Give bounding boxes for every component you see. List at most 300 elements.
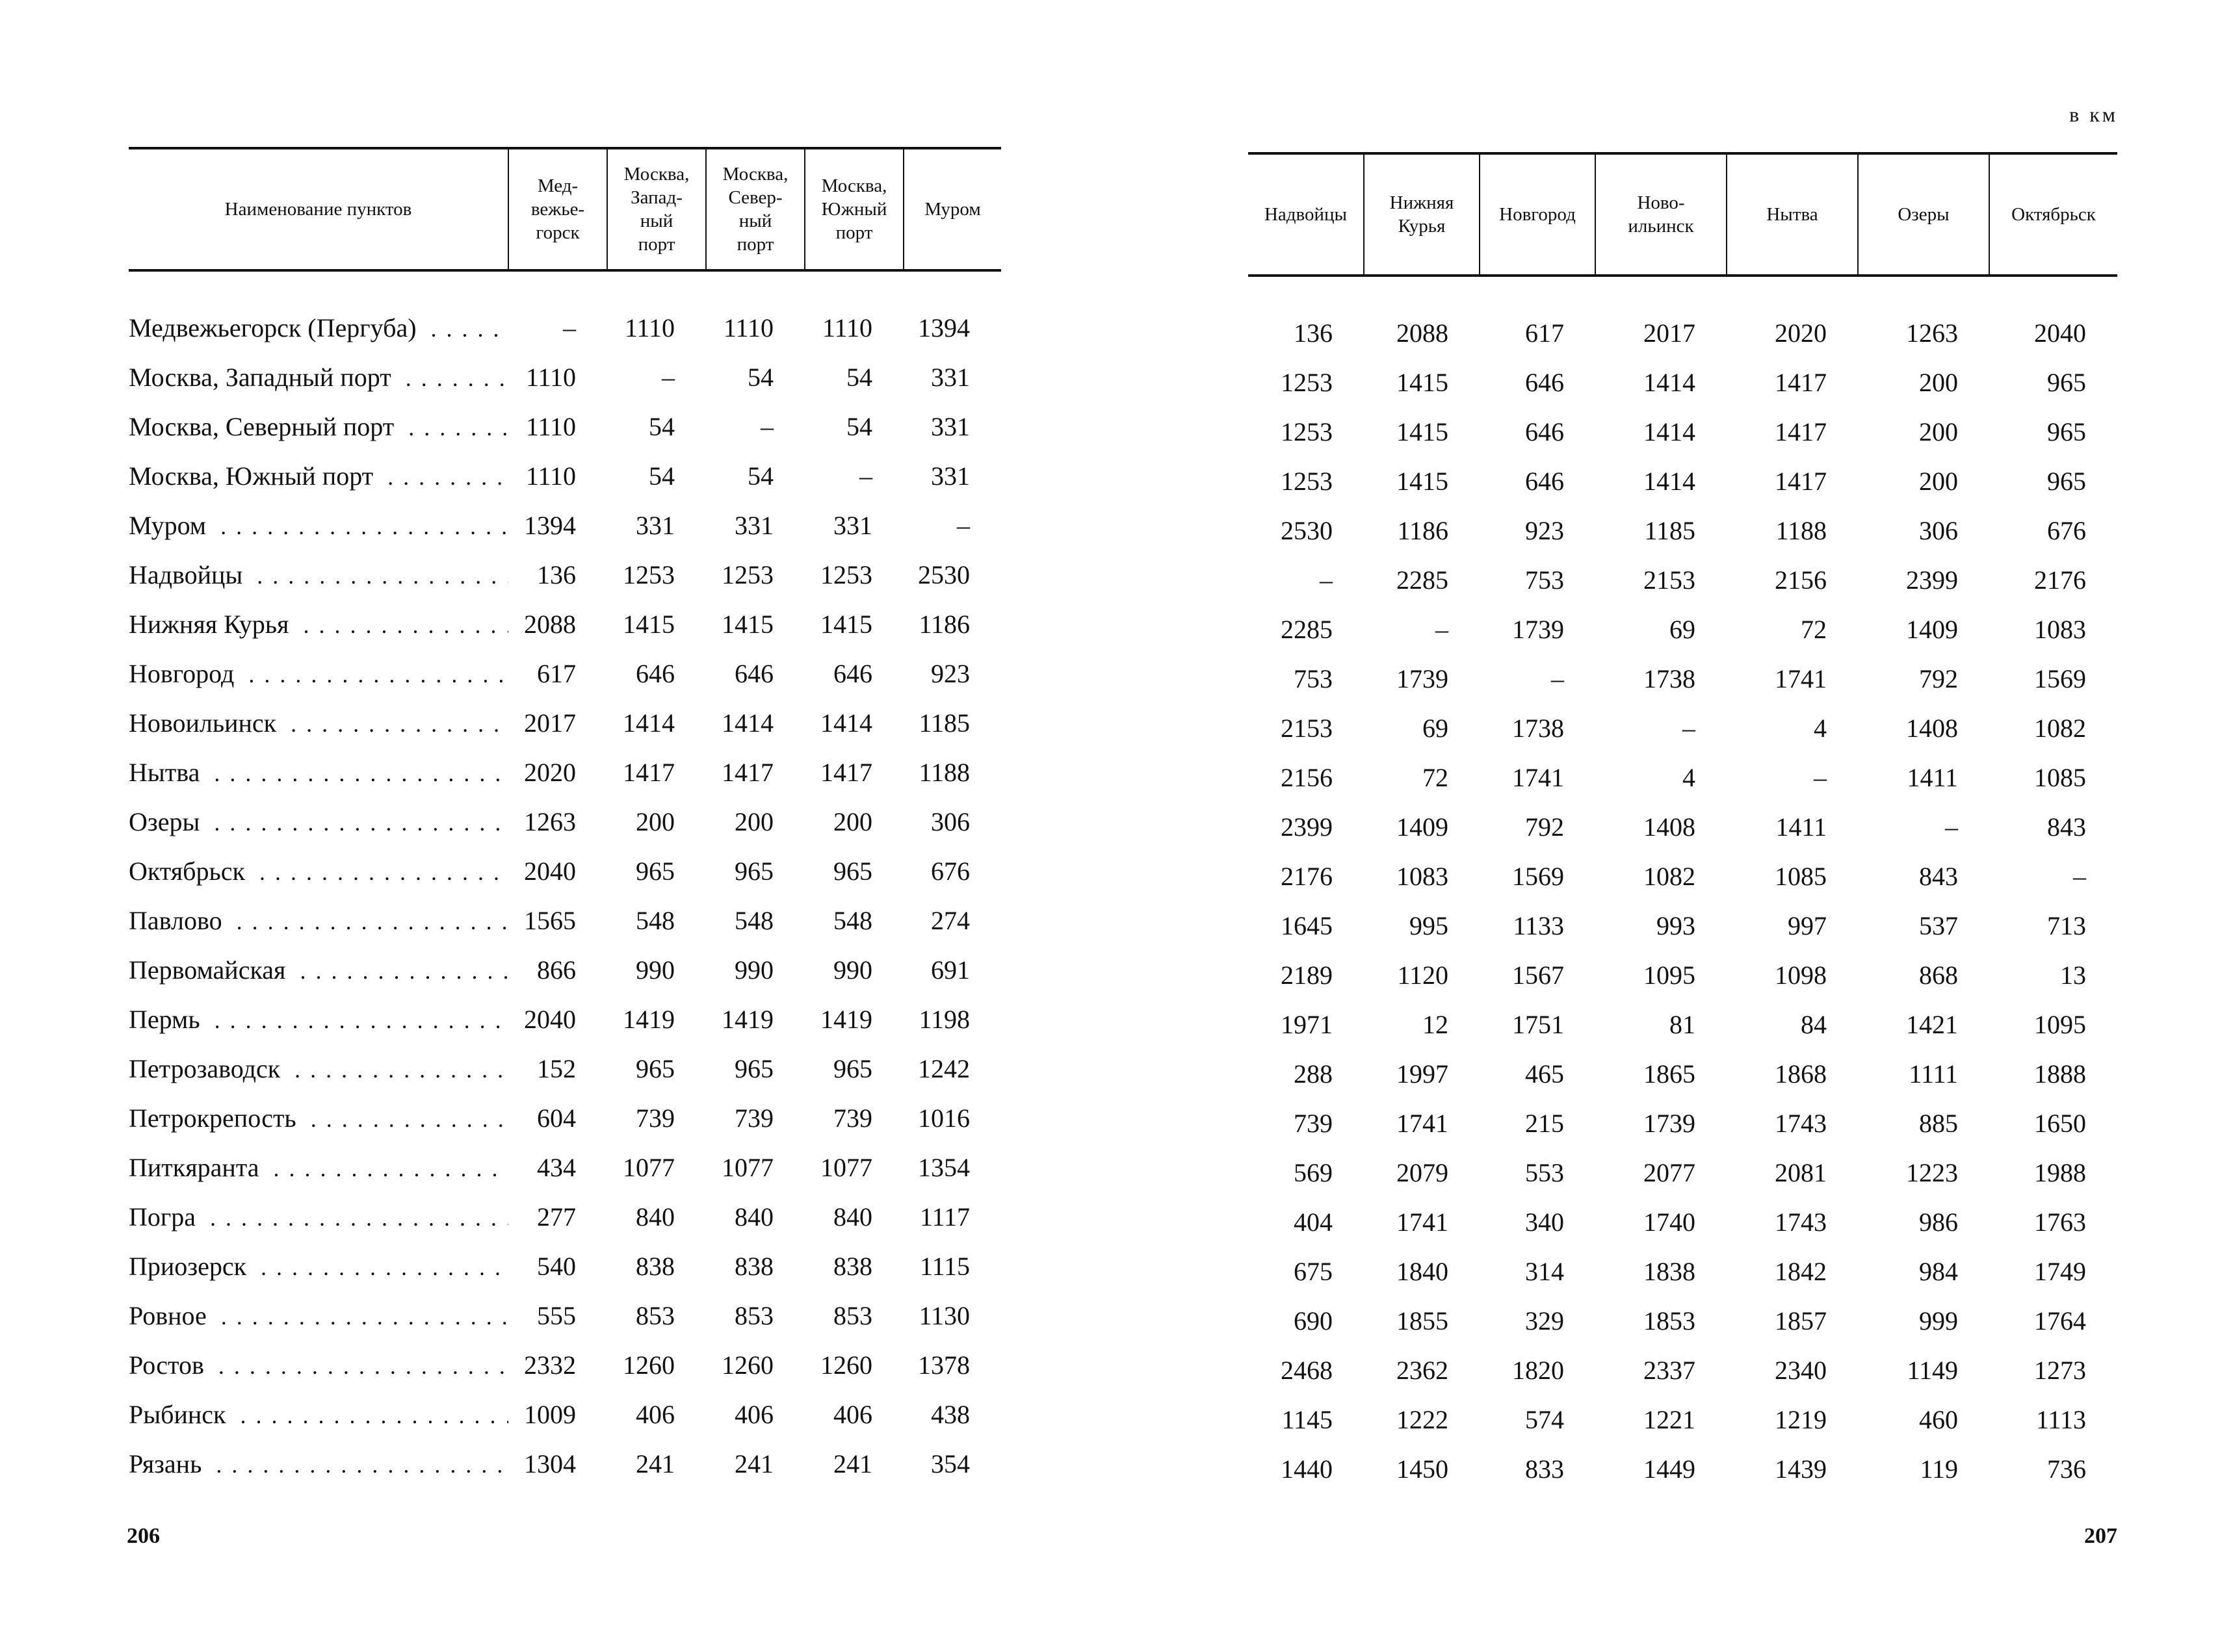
distance-cell: 555: [537, 1300, 576, 1330]
place-name: [129, 1241, 508, 1291]
distance-cell: 2285: [1281, 614, 1333, 644]
place-name: [129, 1093, 508, 1142]
distance-cell: 340: [1525, 1207, 1564, 1237]
distance-cell: 406: [735, 1399, 774, 1429]
place-name-label: Ровное: [129, 1301, 213, 1330]
table-row: [129, 1192, 1001, 1241]
distance-cell: 997: [1788, 910, 1827, 940]
distance-cell: 1394: [524, 510, 576, 540]
distance-cell: 200: [735, 807, 774, 836]
place-name-label: Москва, Северный порт: [129, 412, 400, 441]
distance-cell: 1111: [1909, 1059, 1958, 1089]
distance-cell: 1971: [1281, 1009, 1333, 1039]
distance-cell: 1149: [1907, 1355, 1958, 1385]
distance-cell: 713: [2047, 910, 2086, 940]
distance-cell: 604: [537, 1103, 576, 1133]
distance-cell: 1110: [525, 411, 576, 441]
distance-cell: 838: [735, 1251, 774, 1281]
distance-cell: 965: [636, 856, 675, 886]
distance-cell: 2153: [1643, 565, 1695, 595]
distance-cell: 548: [735, 905, 774, 935]
distance-cell: 200: [1919, 466, 1958, 496]
distance-cell: 1082: [2034, 713, 2086, 743]
distance-cell: 753: [1525, 565, 1564, 595]
distance-cell: 1098: [1775, 960, 1827, 990]
distance-cell: 923: [931, 658, 970, 688]
place-name: [129, 352, 508, 402]
distance-cell: 1304: [524, 1449, 576, 1478]
distance-cell: 965: [2047, 466, 2086, 496]
table-row: [129, 1439, 1001, 1488]
distance-cell: 2176: [2034, 565, 2086, 595]
table-row: [129, 649, 1001, 698]
table-row: [1248, 1444, 2117, 1493]
distance-cell: 739: [1294, 1108, 1333, 1138]
distance-cell: 2020: [524, 757, 576, 787]
distance-cell: 1273: [2034, 1355, 2086, 1385]
distance-cell: 676: [2047, 515, 2086, 545]
place-name: [129, 896, 508, 945]
distance-cell: 691: [931, 955, 970, 985]
table-row: [129, 797, 1001, 846]
distance-cell: 1082: [1643, 861, 1695, 891]
distance-cell: 646: [636, 658, 675, 688]
distance-cell: 69: [1422, 713, 1448, 743]
distance-cell: 1130: [919, 1300, 970, 1330]
distance-cell: 2088: [524, 609, 576, 639]
distance-cell: 1415: [722, 609, 774, 639]
place-name: [129, 846, 508, 896]
place-name: [129, 303, 508, 352]
distance-cell: 54: [649, 411, 675, 441]
distance-cell: 1083: [2034, 614, 2086, 644]
distance-cell: 1440: [1281, 1454, 1333, 1484]
table-row: [129, 1340, 1001, 1389]
distance-cell: 1253: [1281, 367, 1333, 397]
distance-cell: 331: [735, 510, 774, 540]
table-row: [1248, 1148, 2117, 1197]
distance-cell: 2399: [1281, 812, 1333, 842]
table-row: [1248, 357, 2117, 407]
distance-cell: 1764: [2034, 1306, 2086, 1336]
distance-cell: 1415: [1396, 367, 1448, 397]
table-row: [129, 451, 1001, 500]
distance-cell: 2362: [1396, 1355, 1448, 1385]
distance-cell: 1378: [918, 1350, 970, 1380]
distance-cell: 1741: [1512, 762, 1564, 792]
distance-cell: 2153: [1281, 713, 1333, 743]
distance-cell: 1263: [524, 807, 576, 836]
distance-cell: 1077: [623, 1152, 675, 1182]
table-row: [129, 698, 1001, 747]
place-name-label: Ростов: [129, 1350, 211, 1380]
column-header: Октябрьск: [1989, 153, 2117, 276]
place-name: [129, 649, 508, 698]
table-row: [129, 1142, 1001, 1192]
place-name-label: Петрозаводск: [129, 1054, 287, 1083]
distance-cell: 200: [1919, 417, 1958, 446]
distance-cell: 990: [833, 955, 872, 985]
place-name: [129, 599, 508, 649]
table-row: [1248, 1098, 2117, 1148]
table-row: [1248, 901, 2117, 950]
distance-table-left: [129, 147, 1001, 1488]
distance-cell: 1110: [525, 362, 576, 392]
distance-cell: 465: [1525, 1059, 1564, 1089]
distance-cell: 241: [735, 1449, 774, 1478]
table-row: [1248, 604, 2117, 654]
distance-cell: 277: [537, 1202, 576, 1232]
distance-cell: 2079: [1396, 1157, 1448, 1187]
distance-cell: 540: [537, 1251, 576, 1281]
distance-cell: 1115: [919, 1251, 970, 1281]
distance-cell: 840: [833, 1202, 872, 1232]
place-name: [129, 945, 508, 994]
distance-cell: 1411: [1907, 762, 1958, 792]
distance-cell: 2332: [524, 1350, 576, 1380]
distance-cell: 438: [931, 1399, 970, 1429]
distance-cell: 1569: [2034, 664, 2086, 693]
place-name-label: Нижняя Курья: [129, 610, 295, 639]
table-row: [129, 1093, 1001, 1142]
distance-cell: 1419: [722, 1004, 774, 1034]
page-number: 206: [127, 1524, 160, 1548]
left-page: [0, 0, 1116, 1652]
distance-cell: 965: [2047, 417, 2086, 446]
table-row: [1248, 753, 2117, 802]
distance-cell: 354: [931, 1449, 970, 1478]
distance-cell: 833: [1525, 1454, 1564, 1484]
column-header: Наименование пунктов: [129, 148, 508, 270]
table-header-row: [1248, 153, 2117, 276]
distance-cell: 999: [1919, 1306, 1958, 1336]
place-name-label: Новоильинск: [129, 708, 283, 738]
unit-label: в км: [2069, 103, 2118, 126]
distance-table-right: [1248, 152, 2117, 1493]
distance-cell: –: [859, 461, 872, 491]
table-row: [1248, 407, 2117, 456]
distance-cell: 1110: [723, 313, 774, 342]
distance-cell: 1253: [623, 560, 675, 589]
distance-cell: 2156: [1775, 565, 1827, 595]
distance-cell: 1417: [820, 757, 872, 787]
place-name: [129, 994, 508, 1044]
distance-cell: 404: [1294, 1207, 1333, 1237]
distance-cell: 1113: [2035, 1404, 2086, 1434]
distance-cell: 2176: [1281, 861, 1333, 891]
distance-cell: 1260: [722, 1350, 774, 1380]
distance-cell: 84: [1801, 1009, 1827, 1039]
place-name-label: Новгород: [129, 659, 241, 688]
distance-cell: –: [563, 313, 576, 342]
place-name-label: Погра: [129, 1202, 202, 1232]
distance-cell: 690: [1294, 1306, 1333, 1336]
distance-cell: 2337: [1643, 1355, 1695, 1385]
column-header: Новгород: [1480, 153, 1595, 276]
distance-cell: 736: [2047, 1454, 2086, 1484]
distance-cell: 965: [2047, 367, 2086, 397]
table-row: [129, 1389, 1001, 1439]
distance-cell: 1997: [1396, 1059, 1448, 1089]
distance-cell: 1439: [1775, 1454, 1827, 1484]
distance-cell: 1110: [624, 313, 675, 342]
distance-cell: 274: [931, 905, 970, 935]
distance-cell: –: [1435, 614, 1448, 644]
column-header: Ново- ильинск: [1595, 153, 1727, 276]
distance-cell: 646: [833, 658, 872, 688]
distance-cell: 965: [833, 856, 872, 886]
distance-cell: 617: [537, 658, 576, 688]
distance-cell: 553: [1525, 1157, 1564, 1187]
distance-cell: 675: [1294, 1256, 1333, 1286]
distance-cell: 995: [1409, 910, 1448, 940]
distance-cell: 1408: [1643, 812, 1695, 842]
distance-cell: –: [1320, 565, 1333, 595]
distance-cell: 331: [636, 510, 675, 540]
place-name-label: Озеры: [129, 807, 206, 836]
place-name-label: Муром: [129, 511, 213, 540]
distance-cell: 965: [735, 856, 774, 886]
distance-cell: 2040: [2034, 318, 2086, 348]
distance-cell: 1009: [524, 1399, 576, 1429]
table-row: [1248, 1246, 2117, 1296]
distance-cell: 1095: [2034, 1009, 2086, 1039]
column-header: Нытва: [1727, 153, 1858, 276]
distance-cell: 406: [833, 1399, 872, 1429]
distance-cell: 329: [1525, 1306, 1564, 1336]
place-name: [129, 402, 508, 451]
distance-cell: 200: [1919, 367, 1958, 397]
place-name: [129, 747, 508, 797]
distance-cell: 1743: [1775, 1207, 1827, 1237]
right-page: [1116, 0, 2233, 1652]
table-row: [1248, 456, 2117, 506]
distance-cell: 1219: [1775, 1404, 1827, 1434]
place-name: [129, 550, 508, 599]
place-name: [129, 500, 508, 550]
distance-cell: 54: [846, 411, 872, 441]
table-row: [129, 994, 1001, 1044]
table-row: [1248, 506, 2117, 555]
distance-cell: 1415: [1396, 466, 1448, 496]
distance-cell: 965: [636, 1053, 675, 1083]
distance-cell: 1409: [1396, 812, 1448, 842]
distance-cell: 460: [1919, 1404, 1958, 1434]
distance-cell: 1419: [820, 1004, 872, 1034]
distance-cell: 1222: [1396, 1404, 1448, 1434]
distance-cell: –: [1945, 812, 1958, 842]
place-name: [129, 1439, 508, 1488]
place-name-label: Москва, Южный порт: [129, 461, 380, 491]
distance-cell: 792: [1919, 664, 1958, 693]
column-header: Надвойцы: [1248, 153, 1364, 276]
place-name: [129, 1389, 508, 1439]
place-name-label: Рыбинск: [129, 1400, 232, 1429]
distance-cell: –: [957, 510, 970, 540]
distance-cell: 200: [833, 807, 872, 836]
distance-cell: 986: [1919, 1207, 1958, 1237]
distance-cell: 1569: [1512, 861, 1564, 891]
distance-cell: –: [1814, 762, 1827, 792]
distance-cell: 1857: [1775, 1306, 1827, 1336]
distance-cell: 1120: [1397, 960, 1448, 990]
distance-cell: 1415: [1396, 417, 1448, 446]
distance-cell: 1741: [1775, 664, 1827, 693]
distance-cell: 1417: [623, 757, 675, 787]
distance-cell: 1888: [2034, 1059, 2086, 1089]
distance-cell: 1188: [919, 757, 970, 787]
distance-cell: 1409: [1906, 614, 1958, 644]
distance-cell: 1133: [1513, 910, 1564, 940]
table-row: [1248, 1197, 2117, 1246]
table-row: [1248, 802, 2117, 851]
distance-cell: 2399: [1906, 565, 1958, 595]
column-header: Нижняя Курья: [1364, 153, 1480, 276]
distance-cell: 1738: [1643, 664, 1695, 693]
distance-cell: 838: [833, 1251, 872, 1281]
distance-cell: 984: [1919, 1256, 1958, 1286]
place-name: [129, 1044, 508, 1093]
distance-cell: 1221: [1643, 1404, 1695, 1434]
distance-cell: 885: [1919, 1108, 1958, 1138]
place-name: [129, 451, 508, 500]
distance-cell: 1085: [2034, 762, 2086, 792]
distance-cell: 676: [931, 856, 970, 886]
distance-cell: 843: [2047, 812, 2086, 842]
distance-cell: 81: [1669, 1009, 1695, 1039]
table-row: [129, 846, 1001, 896]
distance-cell: 2468: [1281, 1355, 1333, 1385]
distance-cell: 1868: [1775, 1059, 1827, 1089]
distance-cell: 548: [833, 905, 872, 935]
distance-cell: 72: [1801, 614, 1827, 644]
distance-cell: 331: [833, 510, 872, 540]
distance-cell: 1450: [1396, 1454, 1448, 1484]
distance-cell: 1751: [1512, 1009, 1564, 1039]
distance-cell: 1842: [1775, 1256, 1827, 1286]
distance-cell: 965: [833, 1053, 872, 1083]
distance-cell: 1449: [1643, 1454, 1695, 1484]
place-name: [129, 1340, 508, 1389]
distance-cell: 739: [735, 1103, 774, 1133]
distance-cell: 1415: [820, 609, 872, 639]
table-row: [1248, 703, 2117, 753]
distance-cell: 646: [1525, 367, 1564, 397]
place-name: [129, 1291, 508, 1340]
distance-cell: 434: [537, 1152, 576, 1182]
distance-cell: 4: [1814, 713, 1827, 743]
table-row: [1248, 555, 2117, 604]
table-row: [1248, 1345, 2117, 1395]
distance-cell: 2530: [1281, 515, 1333, 545]
table-row: [129, 352, 1001, 402]
distance-cell: 840: [735, 1202, 774, 1232]
distance-cell: 1083: [1396, 861, 1448, 891]
table-row: [1248, 950, 2117, 1000]
distance-cell: 1421: [1906, 1009, 1958, 1039]
distance-cell: 1743: [1775, 1108, 1827, 1138]
distance-cell: 1417: [1775, 466, 1827, 496]
place-name-label: Пермь: [129, 1005, 207, 1034]
distance-cell: 923: [1525, 515, 1564, 545]
table-row: [129, 945, 1001, 994]
distance-cell: 1419: [623, 1004, 675, 1034]
distance-cell: 12: [1422, 1009, 1448, 1039]
distance-cell: 406: [636, 1399, 675, 1429]
distance-cell: 843: [1919, 861, 1958, 891]
distance-cell: 241: [636, 1449, 675, 1478]
distance-cell: 54: [748, 362, 774, 392]
distance-cell: 1188: [1775, 515, 1827, 545]
distance-cell: 1739: [1643, 1108, 1695, 1138]
distance-cell: 646: [1525, 417, 1564, 446]
distance-cell: 1840: [1396, 1256, 1448, 1286]
distance-cell: 1077: [722, 1152, 774, 1182]
column-header: Москва, Север- ный порт: [706, 148, 805, 270]
distance-cell: 548: [636, 905, 675, 935]
column-header: Москва, Запад- ный порт: [607, 148, 706, 270]
distance-cell: 152: [537, 1053, 576, 1083]
distance-cell: 1186: [1397, 515, 1448, 545]
table-row: [1248, 1395, 2117, 1444]
distance-cell: 868: [1919, 960, 1958, 990]
distance-cell: 1242: [918, 1053, 970, 1083]
distance-cell: 1223: [1906, 1157, 1958, 1187]
table-row: [129, 303, 1001, 352]
distance-cell: 2017: [524, 708, 576, 738]
table-header-row: [129, 148, 1001, 270]
distance-cell: 1394: [918, 313, 970, 342]
table-row: [129, 1291, 1001, 1340]
distance-cell: 1741: [1396, 1108, 1448, 1138]
distance-cell: 1408: [1906, 713, 1958, 743]
table-row: [129, 747, 1001, 797]
distance-cell: 1414: [1643, 367, 1695, 397]
distance-cell: 2040: [524, 1004, 576, 1034]
distance-cell: 2077: [1643, 1157, 1695, 1187]
distance-cell: 69: [1669, 614, 1695, 644]
distance-cell: 1567: [1512, 960, 1564, 990]
distance-cell: 2081: [1775, 1157, 1827, 1187]
distance-cell: 646: [1525, 466, 1564, 496]
distance-cell: 13: [2060, 960, 2086, 990]
place-name-label: Медвежьегорск (Пергуба): [129, 313, 423, 342]
place-name-label: Октябрьск: [129, 857, 252, 886]
distance-cell: 1838: [1643, 1256, 1695, 1286]
distance-cell: 646: [735, 658, 774, 688]
distance-cell: –: [761, 411, 774, 441]
distance-cell: 331: [931, 411, 970, 441]
distance-cell: 1253: [820, 560, 872, 589]
place-name: [129, 698, 508, 747]
place-name-label: Питкяранта: [129, 1153, 266, 1182]
distance-cell: 1185: [919, 708, 970, 738]
distance-cell: 853: [636, 1300, 675, 1330]
distance-cell: 2156: [1281, 762, 1333, 792]
distance-cell: 993: [1656, 910, 1695, 940]
distance-cell: 792: [1525, 812, 1564, 842]
distance-cell: 119: [1920, 1454, 1958, 1484]
distance-cell: 1414: [722, 708, 774, 738]
distance-cell: 54: [846, 362, 872, 392]
place-name: [129, 1142, 508, 1192]
distance-cell: 1417: [1775, 417, 1827, 446]
distance-cell: 136: [1294, 318, 1333, 348]
distance-cell: 1645: [1281, 910, 1333, 940]
distance-cell: –: [2073, 861, 2086, 891]
distance-cell: 853: [833, 1300, 872, 1330]
distance-cell: 990: [636, 955, 675, 985]
